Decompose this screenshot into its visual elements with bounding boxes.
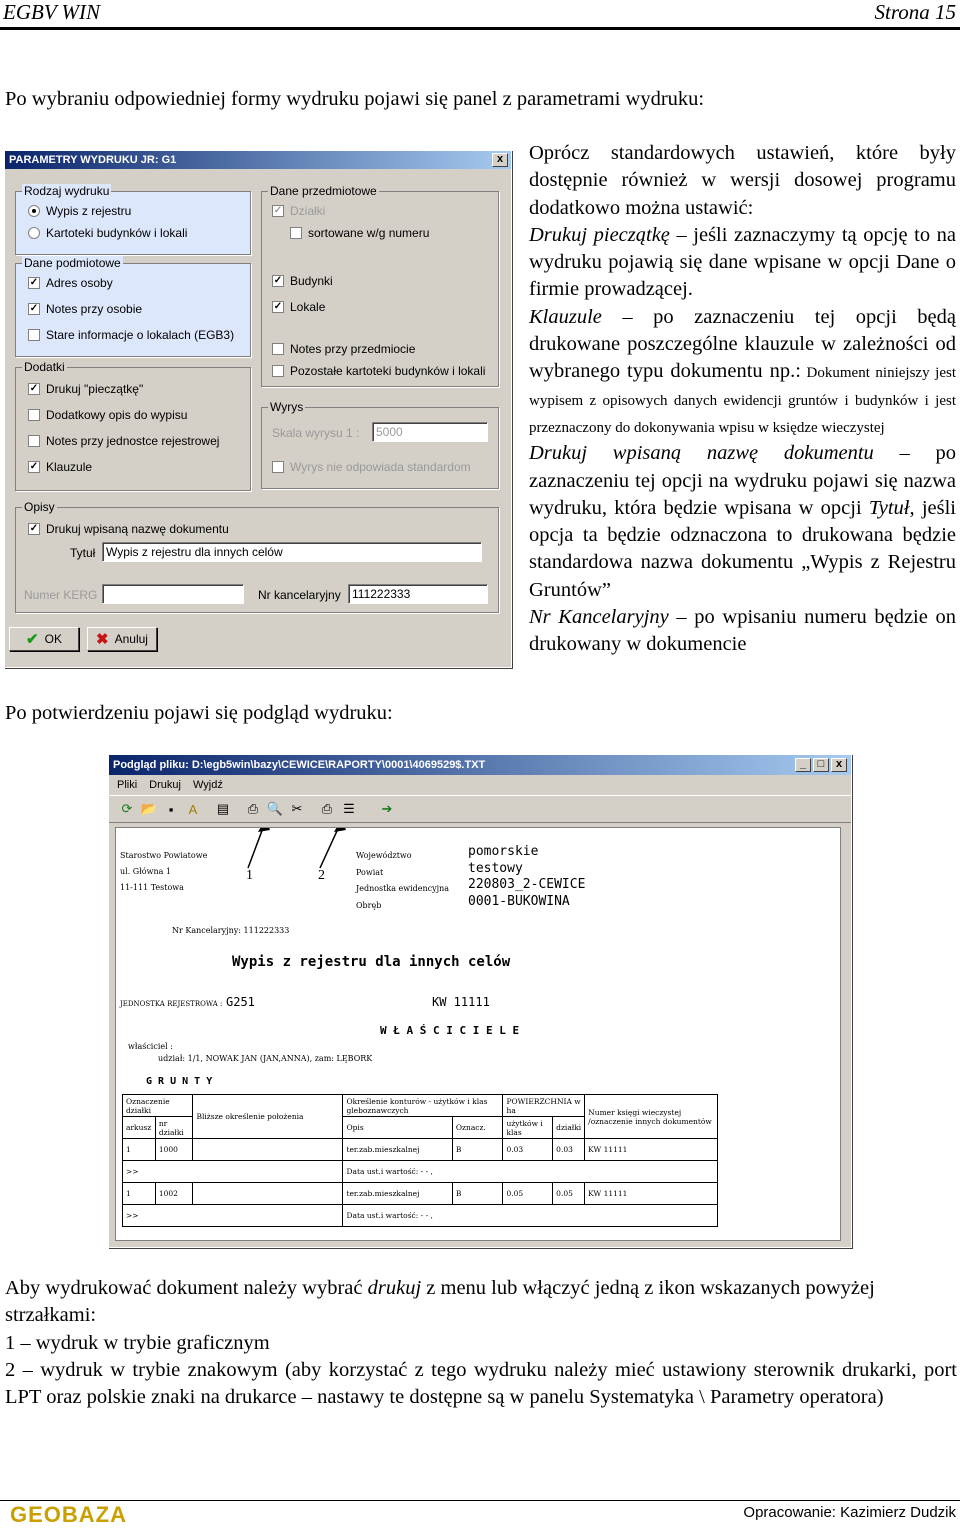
desc-pieczatka: – jeśli zaznaczymy tą opcję to na wydruku pojawią się dane wpisane w opcji Dane o firmie prowadzącej. <box>529 223 957 301</box>
check-klauzule-label: Klauzule <box>46 460 93 474</box>
checkbox-icon <box>272 365 284 377</box>
arrows-overlay <box>116 828 841 948</box>
check-drukuj-nazwe[interactable] <box>28 522 229 536</box>
window-controls <box>795 758 847 772</box>
cell-arkusz: 1 <box>123 1139 156 1161</box>
th-oznacz: Oznacz. <box>452 1117 503 1139</box>
cell-oznacz: B <box>452 1183 503 1205</box>
header-page-number: Strona 15 <box>874 0 956 24</box>
cell-kw: KW 11111 <box>585 1183 718 1205</box>
check-dzialki-label: Działki <box>290 204 326 218</box>
refresh-icon[interactable]: ⟳ <box>121 801 133 816</box>
radio-wypis-label: Wypis z rejestru <box>46 204 132 218</box>
check-notes-przedmiot[interactable] <box>272 342 415 356</box>
check-notes-jednostka[interactable] <box>28 434 219 448</box>
exit-icon[interactable]: ➔ <box>381 801 393 816</box>
th-dzialki: działki <box>553 1117 585 1139</box>
checkbox-checked-icon: ✓ <box>273 301 283 312</box>
skala-label: Skala wyrysu 1 : <box>272 426 360 440</box>
table-row <box>123 1205 718 1227</box>
check-icon: ✔ <box>26 631 39 648</box>
checkbox-icon <box>28 409 40 421</box>
checkbox-icon <box>290 227 302 239</box>
geobaza-logo: GEOBAZA <box>10 1502 127 1527</box>
bottom-line-2: 1 – wydruk w trybie graficznym <box>5 1331 270 1354</box>
desc-kanc: – po wpisaniu numeru będzie on drukowany w dokumencie <box>529 606 956 656</box>
print-params-dialog <box>4 150 512 668</box>
desc-tytul-term: Tytuł, <box>868 496 915 519</box>
footer-author: Opracowanie: Kazimierz Dudzik <box>743 1504 956 1521</box>
desc-klauzule: – po zaznaczeniu tej opcji będą drukowane poszczególne klauzule w zależności od wybranego typu dokumentu np.: <box>529 305 956 383</box>
cell-pow-dzialki: 0.03 <box>553 1139 585 1161</box>
dialog-title: PARAMETRY WYDRUKU JR: G1 <box>9 154 177 166</box>
check-lokale[interactable] <box>272 300 325 314</box>
desc-nazwa: – po zaznaczeniu tej opcji na wydruku pojawi się nazwa wydruku, która będzie wpisana w opcji <box>529 442 956 519</box>
checkbox-checked-icon: ✓ <box>29 383 39 394</box>
cell-nr: 1002 <box>155 1183 193 1205</box>
check-pieczatka[interactable] <box>28 382 143 396</box>
menu-pliki[interactable]: Pliki <box>117 779 138 791</box>
group-wyrys-label: Wyrys <box>270 400 304 414</box>
print-graphic-icon[interactable]: ⎙ <box>247 801 259 816</box>
addr-line: 11-111 Testowa <box>120 883 184 892</box>
checkbox-checked-icon: ✓ <box>29 461 39 472</box>
preview-menubar <box>109 775 851 795</box>
table-row <box>123 1161 718 1183</box>
check-dodatkowy-opis-label: Dodatkowy opis do wypisu <box>46 408 188 422</box>
dialog-titlebar <box>5 151 511 169</box>
kanc-label: Nr kancelaryjny <box>258 588 341 602</box>
bottom-line-1 <box>5 1275 957 1330</box>
arrow-label-2: 2 <box>318 868 325 883</box>
checkbox-checked-icon: ✓ <box>273 275 283 286</box>
group-przedmiotowe-label: Dane przedmiotowe <box>270 184 377 198</box>
th-blizsze: Bliższe określenie położenia <box>193 1095 343 1139</box>
tytul-input[interactable]: Wypis z rejestru dla innych celów <box>102 542 482 562</box>
group-rodzaj-label: Rodzaj wydruku <box>24 184 110 198</box>
maximize-icon[interactable]: □ <box>813 758 829 772</box>
checkbox-icon <box>272 343 284 355</box>
desc-nazwa-2: jeśli opcja ta będzie odznaczona to drukowana będzie standardowa nazwa dokumentu „Wypis z Rejestru Gruntów” <box>529 496 957 601</box>
menu-wyjdz[interactable]: Wyjdź <box>192 779 223 791</box>
desc-intro: Oprócz standardowych ustawień, które były dostępnie również w wersji dosowej programu dodatkowo można ustawić: <box>529 142 956 219</box>
table-row <box>123 1139 718 1161</box>
doc-title: Wypis z rejestru dla innych celów <box>232 954 511 970</box>
font-icon[interactable]: A <box>188 801 198 817</box>
bottom-line-3: 2 – wydruk w trybie znakowym (aby korzystać z tego wydruku należy mieć ustawiony sterownik drukarki, port LPT oraz polskie znaki na drukarce – nastawy te dostępne są w panelu Systematyka \ Parametry operatora) <box>5 1358 957 1409</box>
check-sortowane[interactable] <box>290 226 429 240</box>
check-notes-przedmiot-label: Notes przy przedmiocie <box>290 342 416 356</box>
header-rule <box>0 27 960 30</box>
cell-data-wartosc: Data ust.i wartość: - - , <box>343 1205 718 1227</box>
cell-pow-uzytku: 0.03 <box>503 1139 553 1161</box>
check-adres[interactable] <box>28 276 113 290</box>
cell-gt: >> <box>123 1205 343 1227</box>
anuluj-label: Anuluj <box>114 632 148 646</box>
check-stare-info[interactable] <box>28 328 234 342</box>
label-line: Jednostka ewidencyjna <box>356 884 450 893</box>
th-pow: POWIERZCHNIA w ha <box>503 1095 585 1117</box>
table-row <box>123 1183 718 1205</box>
arrow-2-icon <box>320 828 342 868</box>
group-rodzaj <box>15 184 251 255</box>
preview-title: Podgląd pliku: D:\egb5win\bazy\CEWICE\RAPORTY\0001\4069529$.TXT <box>113 759 486 771</box>
label-line: Obręb <box>356 900 382 910</box>
check-sortowane-label: sortowane w/g numeru <box>308 226 430 240</box>
cell-oznacz: B <box>452 1139 503 1161</box>
jr-value: G251 <box>226 995 255 1009</box>
check-budynki-label: Budynki <box>290 274 333 288</box>
value-line: 220803_2-CEWICE <box>468 877 586 892</box>
check-adres-label: Adres osoby <box>46 276 113 290</box>
group-podmiotowe-label: Dane podmiotowe <box>24 256 121 270</box>
checkbox-checked-icon: ✓ <box>273 205 283 216</box>
group-dodatki-label: Dodatki <box>24 360 65 374</box>
close-icon[interactable]: x <box>831 758 847 772</box>
group-opisy <box>15 500 499 613</box>
th-okreslenie: Określenie konturów - użytków i klas gleboznawczych <box>343 1095 503 1117</box>
th-kw: Numer księgi wieczystej /oznaczenie innych dokumentów <box>585 1095 718 1139</box>
checkbox-icon <box>28 435 40 447</box>
preview-toolbar <box>109 795 851 823</box>
arrowhead-icon <box>258 828 270 832</box>
bottom-l1b: z menu lub włączyć jedną z ikon wskazanych powyżej strzałkami: <box>5 1277 875 1327</box>
cell-polozenie <box>193 1139 343 1161</box>
check-klauzule[interactable] <box>28 460 92 474</box>
addr-line: ul. Główna 1 <box>120 867 171 876</box>
arrowhead-icon <box>334 828 346 832</box>
cross-icon: ✖ <box>96 631 109 648</box>
bottom-l1a: Aby wydrukować dokument należy wybrać <box>5 1277 368 1299</box>
arrow-label-1: 1 <box>246 868 253 883</box>
menu-drukuj[interactable]: Drukuj <box>149 779 181 791</box>
check-lokale-label: Lokale <box>290 300 326 314</box>
desc-klauzule-term: Klauzule <box>529 305 602 328</box>
print-text-icon[interactable]: ⎙ <box>321 801 333 816</box>
check-notes-jednostka-label: Notes przy jednostce rejestrowej <box>46 434 220 448</box>
bottom-text <box>5 1275 957 1411</box>
radio-wypis[interactable] <box>28 204 131 218</box>
doc-kancelaryjny: Nr Kancelaryjny: 111222333 <box>172 926 290 935</box>
skala-input[interactable]: 5000 <box>372 422 488 442</box>
preview-titlebar <box>109 755 851 775</box>
ok-button[interactable] <box>9 627 79 651</box>
intro-text: Po wybraniu odpowiedniej formy wydruku pojawi się panel z parametrami wydruku: <box>5 88 705 110</box>
radio-kartoteki-label: Kartoteki budynków i lokali <box>46 226 188 240</box>
th-uzytk: użytków i klas <box>503 1117 553 1139</box>
check-drukuj-nazwe-label: Drukuj wpisaną nazwę dokumentu <box>46 522 229 536</box>
minimize-icon[interactable]: _ <box>795 758 811 772</box>
kerg-input[interactable] <box>102 584 244 604</box>
desc-klauzula-example: Dokument niniejszy jest wypisem z opisowych danych ewidencji gruntów i budynków i jest przeznaczony do dokonywania wpisu w księdze wieczystej <box>529 365 956 436</box>
value-line: 0001-BUKOWINA <box>468 893 570 909</box>
th-arkusz: arkusz <box>123 1117 156 1139</box>
check-wyrys-standard[interactable] <box>272 460 471 474</box>
footer-rule <box>0 1500 960 1501</box>
check-dodatkowy-opis[interactable] <box>28 408 187 422</box>
checkbox-icon <box>272 461 284 473</box>
check-pozostale-label: Pozostałe kartoteki budynków i lokali <box>290 364 486 378</box>
ok-label: OK <box>44 632 62 646</box>
save-icon[interactable]: ▪ <box>168 801 174 817</box>
cell-arkusz: 1 <box>123 1183 156 1205</box>
check-notes-osoba-label: Notes przy osobie <box>46 302 143 316</box>
grunty-table <box>122 1094 718 1227</box>
checkbox-checked-icon: ✓ <box>29 303 39 314</box>
desc-nazwa-term: Drukuj wpisaną nazwę dokumentu <box>529 442 874 465</box>
group-dodatki <box>15 360 251 491</box>
header-left: EGBV WIN <box>3 0 101 24</box>
tools-icon[interactable]: ✂ <box>291 801 303 816</box>
cell-nr: 1000 <box>155 1139 193 1161</box>
kw-value: KW 11111 <box>432 995 490 1009</box>
check-wyrys-standard-label: Wyrys nie odpowiada standardom <box>290 460 471 474</box>
group-wyrys <box>261 400 499 489</box>
wlasciciele-heading: W Ł A Ś C I C I E L E <box>380 1024 520 1037</box>
arrow-1-icon <box>248 828 266 868</box>
check-stare-info-label: Stare informacje o lokalach (EGB3) <box>46 328 235 342</box>
radio-icon <box>28 227 40 239</box>
preview-window <box>108 754 852 1248</box>
check-budynki[interactable] <box>272 274 333 288</box>
bottom-drukuj-term: drukuj <box>367 1277 422 1299</box>
kerg-label: Numer KERG <box>24 588 98 602</box>
check-pozostale[interactable] <box>272 364 485 378</box>
label-line: Powiat <box>356 867 384 877</box>
th-oznaczenie: Oznaczenie działki <box>123 1095 193 1117</box>
checkbox-checked-icon: ✓ <box>29 277 39 288</box>
cell-pow-uzytku: 0.05 <box>503 1183 553 1205</box>
check-notes-osoba[interactable] <box>28 302 142 316</box>
cell-data-wartosc: Data ust.i wartość: - - , <box>343 1161 718 1183</box>
desc-pieczatka-term: Drukuj pieczątkę <box>529 223 670 246</box>
group-podmiotowe <box>15 256 251 357</box>
kanc-input[interactable]: 111222333 <box>348 584 488 604</box>
cell-pow-dzialki: 0.05 <box>553 1183 585 1205</box>
tytul-label: Tytuł <box>70 546 96 560</box>
close-icon[interactable]: x <box>492 153 508 167</box>
desc-kanc-term: Nr Kancelaryjny <box>529 606 669 629</box>
page-setup-icon[interactable]: ▤ <box>216 801 230 816</box>
radio-checked-icon <box>28 205 40 217</box>
open-icon[interactable]: 📂 <box>140 801 158 816</box>
cell-kw: KW 11111 <box>585 1139 718 1161</box>
check-dzialki[interactable] <box>272 204 325 218</box>
group-przedmiotowe <box>261 184 499 387</box>
radio-kartoteki[interactable] <box>28 226 187 240</box>
print-preview-icon[interactable]: 🔍 <box>266 801 284 816</box>
cell-opis: ter.zab.mieszkalnej <box>343 1139 452 1161</box>
group-opisy-label: Opisy <box>24 500 55 514</box>
label-line: Województwo <box>356 851 412 860</box>
owner-share: udział: 1/1, NOWAK JAN (JAN,ANNA), zam: LĘBORK <box>158 1054 373 1063</box>
addr-line: Starostwo Powiatowe <box>120 851 208 860</box>
value-line: pomorskie <box>468 844 539 859</box>
jr-label: JEDNOSTKA REJESTROWA : <box>120 1000 223 1008</box>
th-opis: Opis <box>343 1117 452 1139</box>
list-icon[interactable]: ☰ <box>343 801 355 816</box>
cell-gt: >> <box>123 1161 343 1183</box>
anuluj-button[interactable] <box>87 627 157 651</box>
cell-opis: ter.zab.mieszkalnej <box>343 1183 452 1205</box>
confirm-text: Po potwierdzeniu pojawi się podgląd wydruku: <box>5 702 393 724</box>
th-nr: nr działki <box>155 1117 193 1139</box>
check-pieczatka-label: Drukuj "pieczątkę" <box>46 382 144 396</box>
checkbox-icon <box>28 329 40 341</box>
right-description <box>529 140 956 659</box>
checkbox-checked-icon: ✓ <box>29 523 39 534</box>
preview-document <box>115 827 841 1241</box>
cell-polozenie <box>193 1183 343 1205</box>
owner-label: właściciel : <box>128 1042 173 1051</box>
grunty-heading: G R U N T Y <box>146 1076 213 1087</box>
value-line: testowy <box>468 860 523 876</box>
